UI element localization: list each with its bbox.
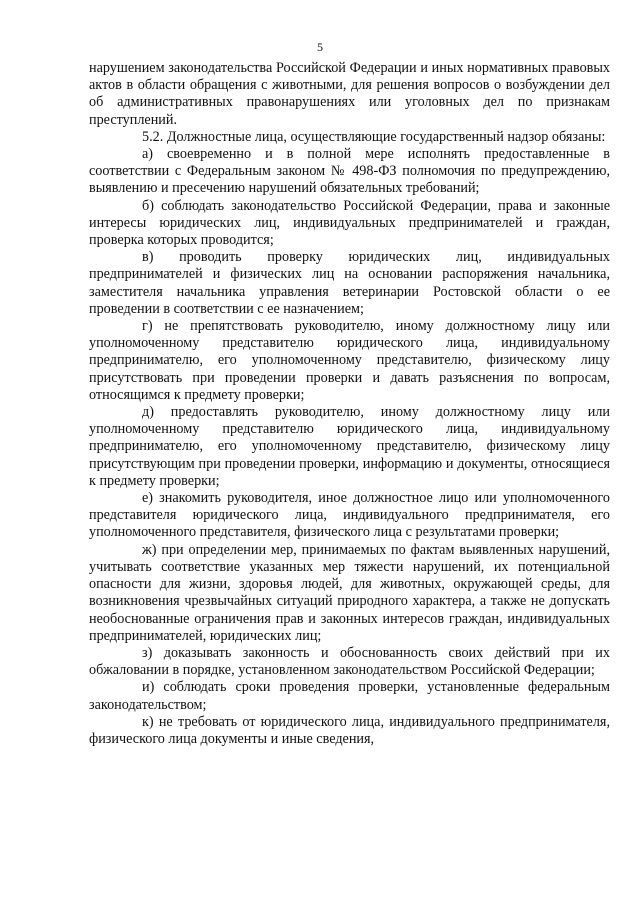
list-item-i: и) соблюдать сроки проведения проверки, установленные федеральным законодательством; <box>89 679 610 713</box>
list-item-a: а) своевременно и в полной мере исполнять предоставленные в соответствии с Федеральным законом № 498-ФЗ полномочия по предупреждению, выявлению и пресечению нарушений обязательных требований; <box>89 146 610 197</box>
page-number: 5 <box>317 40 323 54</box>
paragraph-continuation: нарушением законодательства Российской Федерации и иных нормативных правовых актов в области обращения с животными, для решения вопросов о возбуждении дел об административных правонарушениях или уголовных дел по признакам преступлений. <box>89 60 610 128</box>
list-item-b: б) соблюдать законодательство Российской Федерации, права и законные интересы юридических лиц, индивидуальных предпринимателей и граждан, проверка которых проводится; <box>89 197 610 249</box>
list-item-e: е) знакомить руководителя, иное должностное лицо или уполномоченного представителя юридического лица, индивидуального предпринимателя, его уполномоченного представителя, физического лица с результатами проверки; <box>89 490 610 541</box>
list-item-v: в) проводить проверку юридических лиц, индивидуальных предпринимателей и физических лиц на основании распоряжения начальника, заместителя начальника управления ветеринарии Ростовской области о ее проведении в соответствии с ее назначением; <box>89 249 610 317</box>
list-item-zh: ж) при определении мер, принимаемых по фактам выявленных нарушений, учитывать соответствие указанных мер тяжести нарушений, их потенциальной опасности для жизни, здоровья людей, для животных, окружающей среды, для возникновения чрезвычайных ситуаций природного характера, а также не допускать необоснованные ограничения прав и законных интересов граждан, индивидуальных предпринимателей, юридических лиц; <box>89 541 610 644</box>
list-item-d: д) предоставлять руководителю, иному должностному лицу или уполномоченному представителю юридического лица, индивидуальному предпринимателю, его уполномоченному представителю, физическому лицу присутствующим при проведении проверки, информацию и документы, относящиеся к предмету проверки; <box>89 404 610 489</box>
list-item-z: з) доказывать законность и обоснованность своих действий при их обжаловании в порядке, установленном законодательством Российской Федерации; <box>89 644 610 679</box>
list-item-k: к) не требовать от юридического лица, индивидуального предпринимателя, физического лица документы и иные сведения, <box>89 713 610 747</box>
paragraph-5-2: 5.2. Должностные лица, осуществляющие государственный надзор обязаны: <box>142 128 606 145</box>
document-body <box>89 60 610 748</box>
list-item-g: г) не препятствовать руководителю, иному должностному лицу или уполномоченному представителю юридического лица, индивидуальному предпринимателю, его уполномоченному представителю, физическому лицу присутствовать при проведении проверки и давать разъяснения по вопросам, относящимся к предмету проверки; <box>89 318 610 403</box>
